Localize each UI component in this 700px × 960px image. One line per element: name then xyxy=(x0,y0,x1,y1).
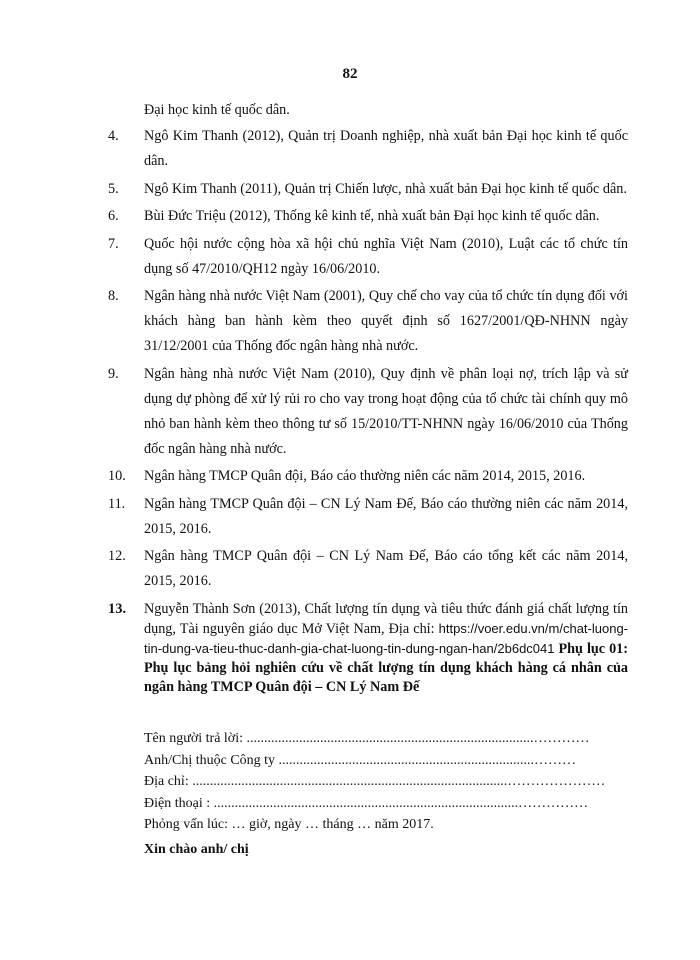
reference-number: 5. xyxy=(108,180,119,197)
reference-number: 4. xyxy=(108,128,119,144)
interview-time-field: Phỏng vấn lúc: … giờ, ngày … tháng … năm 2017. xyxy=(144,817,434,832)
reference-number: 9. xyxy=(108,365,119,382)
questionnaire-form xyxy=(144,728,614,861)
reference-number: 12. xyxy=(108,548,126,564)
reference-text: Quốc hội nước cộng hòa xã hội chủ nghĩa Việt Nam (2010), Luật các tổ chức tín dụng số 47/2010/QH12 ngày 16/06/2010. xyxy=(144,235,628,277)
reference-item xyxy=(108,492,628,542)
reference-text: Ngô Kim Thanh (2011), Quản trị Chiến lược, nhà xuất bản Đại học kinh tế quốc dân. xyxy=(144,180,627,197)
reference-item xyxy=(108,232,628,282)
reference-item xyxy=(108,204,628,229)
reference-text: Ngân hàng TMCP Quân đội – CN Lý Nam Đế, Báo cáo thường niên các năm 2014, 2015, 2016. xyxy=(144,495,628,537)
reference-url[interactable]: https://voer.edu.vn/m/chat-luong-tin-dung-va-tieu-thuc-danh-gia-chat-luong-tin-dung-ngan-han/2b6dc041 xyxy=(144,621,628,656)
reference-text: Ngân hàng nhà nước Việt Nam (2010), Quy định về phân loại nợ, trích lập và sử dụng dự phòng để xử lý rủi ro cho vay trong hoạt động của tổ chức tài chính quy mô nhỏ ban hành kèm theo thông tư số 15/2010/TT-NHNN ngày 16/06/2010 của Thống đốc ngân hàng nhà nước. xyxy=(144,365,628,457)
respondent-name-field: Tên người trả lời: ..................................................................................………… xyxy=(144,731,590,746)
reference-item xyxy=(108,124,628,174)
appendix-title: Phụ lục 01: Phụ lục bảng hỏi nghiên cứu về chất lượng tín dụng khách hàng cá nhân của ngân hàng TMCP Quân đội – CN Lý Nam Đế xyxy=(144,641,628,695)
greeting: Xin chào anh/ chị xyxy=(144,841,249,857)
reference-item xyxy=(108,177,628,202)
reference-text: Ngân hàng TMCP Quân đội – CN Lý Nam Đế, Báo cáo tổng kết các năm 2014, 2015, 2016. xyxy=(144,548,628,589)
phone-field: Điện thoại : .......................................................................................…………… xyxy=(144,795,589,811)
reference-number: 7. xyxy=(108,235,119,252)
reference-text: Bùi Đức Triệu (2012), Thống kê kinh tế, nhà xuất bản Đại học kinh tế quốc dân. xyxy=(144,208,600,224)
reference-text: Đại học kinh tế quốc dân. xyxy=(144,102,290,118)
address-field: Địa chỉ: ..........................................................................................………………… xyxy=(144,774,606,789)
reference-item xyxy=(108,464,628,489)
reference-list xyxy=(108,98,628,700)
reference-item xyxy=(108,362,628,462)
reference-text: Ngân hàng TMCP Quân đội, Báo cáo thường niên các năm 2014, 2015, 2016. xyxy=(144,468,586,484)
company-field: Anh/Chị thuộc Công ty .........................................................................……… xyxy=(144,752,577,768)
page-number: 82 xyxy=(342,66,358,82)
reference-item xyxy=(108,284,628,359)
reference-item xyxy=(108,544,628,594)
reference-text: Ngân hàng nhà nước Việt Nam (2001), Quy chế cho vay của tổ chức tín dụng đối với khách hàng ban hành kèm theo quyết định số 1627/2001/QĐ-NHNN ngày 31/12/2001 của Thống đốc ngân hàng nhà nước. xyxy=(144,288,628,354)
reference-number: 8. xyxy=(108,288,119,304)
reference-number: 10. xyxy=(108,468,126,484)
reference-text: Nguyễn Thành Sơn (2013), Chất lượng tín dụng và tiêu thức đánh giá chất lượng tín dụng, Tài nguyên giáo dục Mở Việt Nam, Địa chỉ: xyxy=(144,601,628,637)
reference-number: 13. xyxy=(108,601,127,617)
reference-item xyxy=(108,98,628,123)
reference-item-13 xyxy=(108,600,628,697)
reference-number: 6. xyxy=(108,208,119,224)
reference-number: 11. xyxy=(108,495,126,512)
reference-text: Ngô Kim Thanh (2012), Quản trị Doanh nghiệp, nhà xuất bản Đại học kinh tế quốc dân. xyxy=(144,128,628,169)
